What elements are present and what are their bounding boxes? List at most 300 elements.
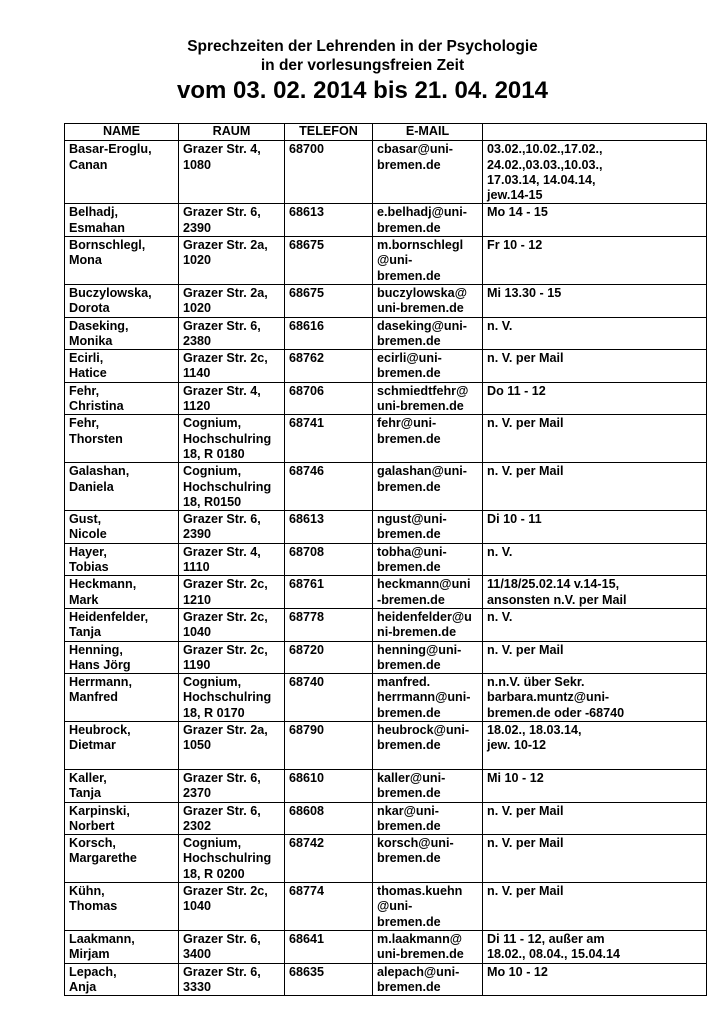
phone-cell [285,415,373,463]
person-name-cell [65,141,179,204]
room-text: Grazer Str. 6, [183,512,261,527]
room-cell [179,576,285,609]
room-text: 18, R 0200 [183,866,245,881]
table-row [65,883,707,931]
email-text: heidenfelder@u [377,609,472,624]
room-text: Cognium, [183,675,242,690]
phone-cell [285,204,373,237]
office-hours-cell [483,141,707,204]
room-text: 1080 [183,157,212,172]
table-row [65,463,707,511]
office-hours-cell [483,237,707,285]
room-cell [179,883,285,931]
column-header-office-hours [483,124,707,141]
room-text: Grazer Str. 6, [183,931,261,946]
person-name-text: Daniela [69,479,114,494]
room-text: Grazer Str. 6, [183,770,261,785]
email-text: ngust@uni- [377,512,447,527]
person-name-cell [65,963,179,996]
person-name-cell [65,382,179,415]
room-text: 1120 [183,399,211,414]
room-text: 2380 [183,333,212,348]
phone-text: 68790 [289,722,325,737]
phone-cell [285,463,373,511]
office-hours-text: n.n.V. über Sekr. [487,675,585,690]
person-name-text: Anja [69,979,97,994]
office-hours-cell [483,883,707,931]
office-hours-cell [483,284,707,317]
phone-cell [285,721,373,769]
room-cell [179,608,285,641]
email-cell [373,835,483,883]
room-cell [179,204,285,237]
office-hours-text: Fr 10 - 12 [487,238,543,253]
date-range-heading: vom 03. 02. 2014 bis 21. 04. 2014 [177,77,548,104]
email-text: bremen.de [377,333,441,348]
phone-cell [285,237,373,285]
person-name-text: Lepach, [69,964,117,979]
phone-cell [285,963,373,996]
phone-cell [285,930,373,963]
office-hours-text: jew. 10-12 [487,738,547,753]
phone-cell [285,576,373,609]
phone-cell [285,769,373,802]
phone-cell [285,608,373,641]
phone-text: 68608 [289,803,325,818]
email-text: bremen.de [377,366,441,381]
room-text: 2390 [183,527,212,542]
email-cell [373,141,483,204]
email-text: ecirli@uni- [377,351,442,366]
phone-cell [285,511,373,544]
email-text: fehr@uni- [377,416,437,431]
table-row [65,608,707,641]
email-text: uni-bremen.de [377,301,464,316]
room-cell [179,350,285,383]
person-name-text: Daseking, [69,318,129,333]
office-hours-text: jew.14-15 [487,188,543,203]
person-name-cell [65,641,179,674]
phone-text: 68613 [289,205,325,220]
room-text: 1140 [183,366,211,381]
phone-cell [285,835,373,883]
person-name-text: Herrmann, [69,675,132,690]
room-text: 1040 [183,899,212,914]
email-text: alepach@uni- [377,964,460,979]
phone-cell [285,543,373,576]
person-name-text: Nicole [69,527,107,542]
person-name-text: Norbert [69,818,115,833]
room-text: 2390 [183,220,212,235]
person-name-cell [65,835,179,883]
office-hours-text: n. V. [487,544,513,559]
email-text: bremen.de [377,431,441,446]
email-text: daseking@uni- [377,318,467,333]
person-name-text: Mirjam [69,947,110,962]
office-hours-text: n. V. per Mail [487,351,564,366]
room-cell [179,463,285,511]
office-hours-cell [483,641,707,674]
office-hours-text: 18.02., 08.04., 15.04.14 [487,947,621,962]
room-text: 1210 [183,592,212,607]
email-text: bremen.de [377,914,441,929]
office-hours-text: n. V. per Mail [487,416,564,431]
email-text: manfred. [377,675,431,690]
room-cell [179,415,285,463]
email-cell [373,930,483,963]
phone-text: 68778 [289,609,325,624]
room-text: Grazer Str. 6, [183,964,261,979]
email-text: bremen.de [377,979,441,994]
phone-cell [285,141,373,204]
email-cell [373,802,483,835]
phone-text: 68675 [289,238,325,253]
email-text: m.laakmann@ [377,931,463,946]
office-hours-text: 18.02., 18.03.14, [487,722,582,737]
office-hours-cell [483,511,707,544]
room-text: Grazer Str. 2a, [183,285,268,300]
phone-cell [285,350,373,383]
room-text: 18, R 0180 [183,446,245,461]
email-cell [373,237,483,285]
room-text: Grazer Str. 4, [183,544,261,559]
person-name-text: Ecirli, [69,351,104,366]
person-name-text: Canan [69,157,108,172]
room-cell [179,769,285,802]
table-row [65,415,707,463]
room-text: 1190 [183,657,211,672]
office-hours-cell [483,463,707,511]
room-cell [179,284,285,317]
office-hours-cell [483,204,707,237]
table-row [65,543,707,576]
office-hours-cell [483,674,707,722]
person-name-text: Bornschlegl, [69,238,146,253]
office-hours-cell [483,317,707,350]
phone-cell [285,641,373,674]
person-name-cell [65,576,179,609]
email-text: bremen.de [377,657,441,672]
phone-text: 68700 [289,142,325,157]
person-name-text: Kühn, [69,884,105,899]
email-cell [373,204,483,237]
person-name-cell [65,415,179,463]
office-hours-text: ansonsten n.V. per Mail [487,592,627,607]
phone-text: 68741 [289,416,325,431]
room-cell [179,802,285,835]
room-text: 1040 [183,625,212,640]
person-name-cell [65,284,179,317]
table-row [65,963,707,996]
room-text: 2302 [183,818,212,833]
office-hours-text: n. V. [487,318,513,333]
phone-cell [285,883,373,931]
email-text: henning@uni- [377,642,462,657]
room-text: Grazer Str. 2c, [183,577,268,592]
email-text: kaller@uni- [377,770,446,785]
person-name-text: Hatice [69,366,107,381]
email-cell [373,641,483,674]
document-title-line-1: Sprechzeiten der Lehrenden in der Psychologie [187,38,538,55]
room-text: Grazer Str. 2c, [183,351,268,366]
room-text: 1020 [183,301,212,316]
office-hours-text: barbara.muntz@uni- [487,690,610,705]
person-name-text: Henning, [69,642,123,657]
room-text: 18, R0150 [183,494,242,509]
person-name-cell [65,350,179,383]
person-name-cell [65,883,179,931]
email-text: uni-bremen.de [377,399,464,414]
email-cell [373,463,483,511]
table-row [65,317,707,350]
room-cell [179,511,285,544]
phone-cell [285,284,373,317]
person-name-cell [65,721,179,769]
person-name-text: Korsch, [69,836,116,851]
office-hours-text: n. V. per Mail [487,884,564,899]
person-name-text: Karpinski, [69,803,130,818]
person-name-cell [65,511,179,544]
email-cell [373,317,483,350]
office-hours-cell [483,415,707,463]
table-row [65,641,707,674]
room-cell [179,317,285,350]
table-row [65,350,707,383]
phone-text: 68742 [289,836,325,851]
table-row [65,284,707,317]
person-name-text: Belhadj, [69,205,118,220]
phone-text: 68675 [289,285,325,300]
room-text: Cognium, [183,416,242,431]
room-cell [179,674,285,722]
room-text: Grazer Str. 2c, [183,609,268,624]
person-name-text: Basar-Eroglu, [69,142,152,157]
person-name-text: Buczylowska, [69,285,152,300]
person-name-text: Fehr, [69,416,100,431]
document-title-line-2: in der vorlesungsfreien Zeit [260,57,465,74]
table-row [65,769,707,802]
person-name-text: Laakmann, [69,931,135,946]
person-name-cell [65,237,179,285]
person-name-text: Hans Jörg [69,657,131,672]
email-text: uni-bremen.de [377,947,464,962]
phone-text: 68762 [289,351,325,366]
office-hours-cell [483,963,707,996]
person-name-text: Heidenfelder, [69,609,149,624]
office-hours-cell [483,543,707,576]
room-text: Grazer Str. 6, [183,318,261,333]
room-text: Cognium, [183,836,242,851]
room-text: 3400 [183,947,212,962]
office-hours-text: n. V. per Mail [487,464,564,479]
table-row [65,204,707,237]
phone-text: 68708 [289,544,325,559]
person-name-text: Gust, [69,512,102,527]
person-name-cell [65,930,179,963]
email-cell [373,543,483,576]
office-hours-text: Di 11 - 12, außer am [487,931,605,946]
email-cell [373,963,483,996]
email-text: herrmann@uni- [377,690,471,705]
table-row [65,802,707,835]
email-cell [373,674,483,722]
table-row [65,835,707,883]
room-text: 18, R 0170 [183,705,245,720]
room-cell [179,641,285,674]
email-text: bremen.de [377,157,441,172]
phone-text: 68641 [289,931,325,946]
person-name-text: Kaller, [69,770,107,785]
column-header-room: RAUM [179,124,285,141]
phone-cell [285,802,373,835]
room-text: 1110 [183,560,210,575]
person-name-cell [65,317,179,350]
room-text: Grazer Str. 6, [183,803,261,818]
email-text: bremen.de [377,220,441,235]
person-name-cell [65,204,179,237]
phone-text: 68774 [289,884,325,899]
room-text: Grazer Str. 2c, [183,642,268,657]
email-text: bremen.de [377,851,441,866]
person-name-text: Heckmann, [69,577,137,592]
person-name-text: Mark [69,592,99,607]
office-hours-cell [483,802,707,835]
phone-text: 68746 [289,464,325,479]
email-text: bremen.de [377,786,441,801]
person-name-text: Hayer, [69,544,107,559]
room-cell [179,963,285,996]
email-text: bremen.de [377,527,441,542]
column-header-email: E-MAIL [373,124,483,141]
email-cell [373,511,483,544]
office-hours-text: Mo 14 - 15 [487,205,548,220]
email-text: thomas.kuehn [377,884,463,899]
room-text: 1050 [183,738,212,753]
room-cell [179,141,285,204]
email-text: heckmann@uni [377,577,471,592]
table-row [65,511,707,544]
room-cell [179,721,285,769]
table-row [65,721,707,769]
room-text: Cognium, [183,464,242,479]
room-text: Grazer Str. 2a, [183,238,268,253]
office-hours-text: Mo 10 - 12 [487,964,548,979]
room-cell [179,835,285,883]
room-text: Hochschulring [183,690,272,705]
email-text: galashan@uni- [377,464,467,479]
email-text: bremen.de [377,705,441,720]
email-text: bremen.de [377,268,441,283]
email-cell [373,415,483,463]
person-name-cell [65,608,179,641]
room-text: Grazer Str. 2c, [183,884,268,899]
office-hours-text: Do 11 - 12 [487,383,546,398]
person-name-cell [65,769,179,802]
phone-text: 68706 [289,383,325,398]
room-text: Grazer Str. 4, [183,383,261,398]
email-cell [373,382,483,415]
room-text: 3330 [183,979,212,994]
room-text: 2370 [183,786,212,801]
person-name-text: Margarethe [69,851,137,866]
office-hours-cell [483,576,707,609]
email-text: @uni- [377,253,413,268]
email-text: schmiedtfehr@ [377,383,469,398]
room-text: Hochschulring [183,851,272,866]
person-name-text: Manfred [69,690,118,705]
office-hours-text: 11/18/25.02.14 v.14-15, [487,577,620,592]
office-hours-text: n. V. per Mail [487,803,564,818]
person-name-text: Fehr, [69,383,100,398]
email-text: tobha@uni- [377,544,447,559]
phone-text: 68761 [289,577,325,592]
person-name-text: Heubrock, [69,722,131,737]
room-text: Grazer Str. 2a, [183,722,268,737]
office-hours-cell [483,930,707,963]
phone-text: 68610 [289,770,325,785]
person-name-text: Dietmar [69,738,116,753]
room-text: Hochschulring [183,479,272,494]
email-text: bremen.de [377,738,441,753]
email-cell [373,883,483,931]
table-header-row [65,124,707,141]
room-text: Hochschulring [183,431,272,446]
person-name-text: Esmahan [69,220,125,235]
phone-cell [285,317,373,350]
email-text: buczylowska@ [377,285,467,300]
office-hours-cell [483,350,707,383]
phone-cell [285,674,373,722]
phone-text: 68613 [289,512,325,527]
office-hours-text: n. V. per Mail [487,836,564,851]
office-hours-text: 24.02.,03.03.,10.03., [487,157,603,172]
phone-text: 68635 [289,964,325,979]
email-cell [373,350,483,383]
office-hours-table [64,123,707,996]
office-hours-text: n. V. per Mail [487,642,564,657]
email-text: korsch@uni- [377,836,454,851]
person-name-text: Tobias [69,560,109,575]
office-hours-text: Mi 10 - 12 [487,770,544,785]
person-name-cell [65,463,179,511]
email-text: -bremen.de [377,592,445,607]
email-text: ni-bremen.de [377,625,457,640]
email-text: bremen.de [377,560,441,575]
person-name-text: Thomas [69,899,118,914]
email-cell [373,769,483,802]
office-hours-text: Mi 13.30 - 15 [487,285,562,300]
email-cell [373,721,483,769]
office-hours-text: 17.03.14, 14.04.14, [487,172,596,187]
table-row [65,674,707,722]
column-header-phone: TELEFON [285,124,373,141]
room-cell [179,382,285,415]
email-text: heubrock@uni- [377,722,470,737]
room-text: Grazer Str. 6, [183,205,261,220]
person-name-text: Thorsten [69,431,123,446]
person-name-cell [65,802,179,835]
table-row [65,576,707,609]
table-row [65,382,707,415]
room-cell [179,237,285,285]
phone-text: 68740 [289,675,325,690]
person-name-text: Dorota [69,301,110,316]
office-hours-cell [483,835,707,883]
email-text: e.belhadj@uni- [377,205,467,220]
room-text: 1020 [183,253,212,268]
phone-text: 68720 [289,642,325,657]
room-cell [179,543,285,576]
